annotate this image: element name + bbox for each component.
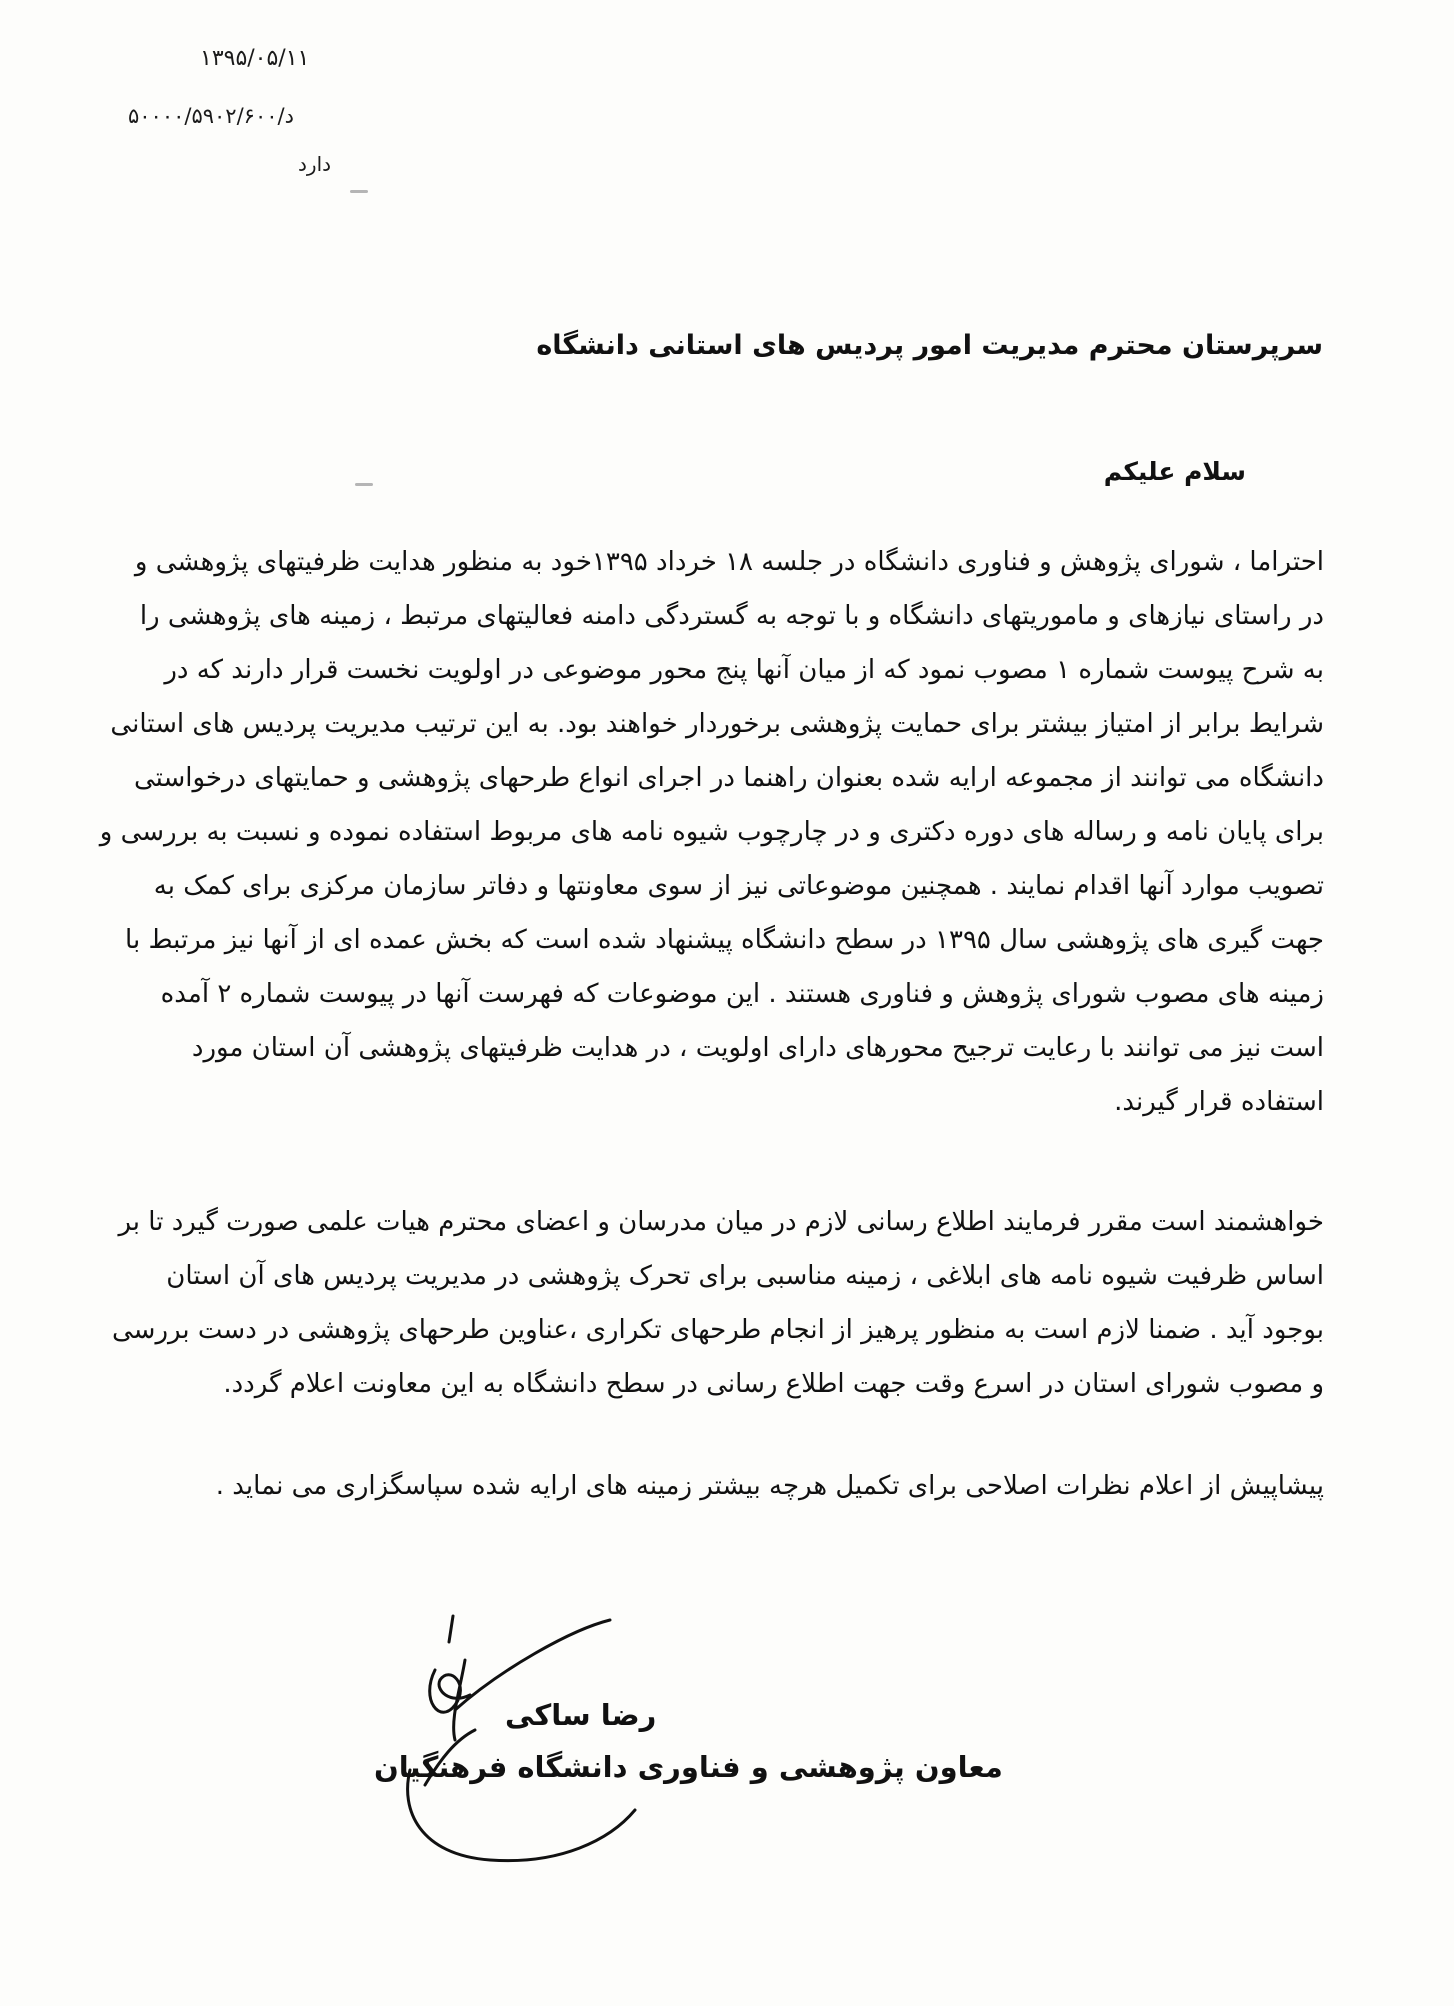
handwritten-signature: [380, 1610, 660, 1870]
body-line: خواهشمند است مقرر فرمایند اطلاع رسانی لازم در میان مدرسان و اعضای محترم هیات علمی صورت گیرد تا بر: [118, 1207, 1324, 1237]
body-line: استفاده قرار گیرند.: [1114, 1087, 1324, 1117]
body-line: احتراما ، شورای پژوهش و فناوری دانشگاه در جلسه ۱۸ خرداد ۱۳۹۵خود به منظور هدایت ظرفیتهای پژوهشی و: [134, 547, 1324, 577]
body-line: زمینه های مصوب شورای پژوهش و فناوری هستند . این موضوعات که فهرست آنها در پیوست شماره ۲ آمده: [160, 979, 1324, 1009]
body-line: بوجود آید . ضمنا لازم است به منظور پرهیز از انجام طرحهای تکراری ،عناوین طرحهای پژوهشی در دست بررسی: [112, 1315, 1324, 1345]
body-line: جهت گیری های پژوهشی سال ۱۳۹۵ در سطح دانشگاه پیشنهاد شده است که بخش عمده ای از آنها نیز مرتبط با: [125, 925, 1324, 955]
body-line: و مصوب شورای استان در اسرع وقت جهت اطلاع رسانی در سطح دانشگاه به این معاونت اعلام گردد.: [223, 1369, 1324, 1399]
letter-date: ۱۳۹۵/۰۵/۱۱: [200, 46, 310, 71]
body-line: شرایط برابر از امتیاز بیشتر برای حمایت پژوهشی برخوردار خواهند بود. به این ترتیب مدیریت پردیس های استانی: [110, 709, 1324, 739]
paragraph-3: پیشاپیش از اعلام نظرات اصلاحی برای تکمیل هرچه بیشتر زمینه های ارایه شده سپاسگزاری می نماید .: [215, 1471, 1324, 1501]
body-line: به شرح پیوست شماره ۱ مصوب نمود که از میان آنها پنج محور موضوعی در اولویت نخست قرار دارند که در: [164, 655, 1324, 685]
body-line: اساس ظرفیت شیوه نامه های ابلاغی ، زمینه مناسبی برای تحرک پژوهشی در مدیریت پردیس های آن استان: [166, 1261, 1324, 1291]
scan-speck: [355, 483, 373, 486]
body-line: در راستای نیازهای و ماموریتهای دانشگاه و با توجه به گستردگی دامنه فعالیتهای مرتبط ، زمینه های پژوهشی را: [139, 601, 1324, 631]
letter-number: د/۵۰۰۰۰/۵۹۰۲/۶۰۰: [128, 104, 294, 128]
body-line: برای پایان نامه و رساله های دوره دکتری و در چارچوب شیوه نامه های مربوط استفاده نموده و نسبت به بررسی و: [99, 817, 1324, 847]
signer-name: رضا ساکی: [505, 1698, 657, 1732]
body-line: تصویب موارد آنها اقدام نمایند . همچنین موضوعاتی نیز از سوی معاونتها و دفاتر سازمان مرکزی برای کمک به: [153, 871, 1324, 901]
greeting: سلام علیکم: [1103, 457, 1246, 486]
signer-title: معاون پژوهشی و فناوری دانشگاه فرهنگیان: [374, 1750, 1003, 1784]
body-line: دانشگاه می توانند از مجموعه ارایه شده بعنوان راهنما در اجرای انواع طرحهای پژوهشی و حمایتهای درخواستی: [133, 763, 1324, 793]
attachment-status: دارد: [298, 152, 332, 176]
body-line: است نیز می توانند با رعایت ترجیح محورهای دارای اولویت ، در هدایت ظرفیتهای پژوهشی آن استان مورد: [191, 1033, 1324, 1063]
scan-speck: [350, 190, 368, 193]
addressee-line: سرپرستان محترم مدیریت امور پردیس های استانی دانشگاه: [536, 330, 1323, 361]
